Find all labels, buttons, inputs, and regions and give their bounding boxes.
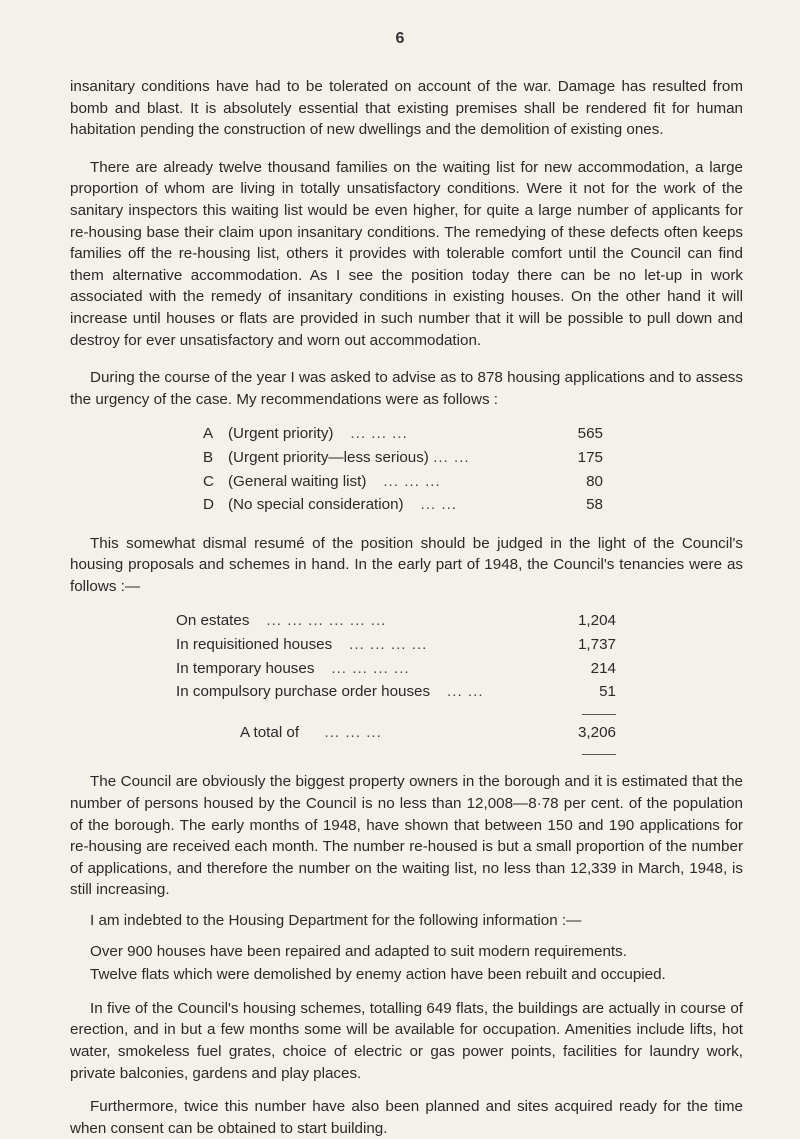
- tenancy-value: 214: [590, 659, 616, 677]
- tenancy-row: [176, 657, 616, 681]
- recommendation-label: (Urgent priority—less serious) ... ...: [228, 448, 470, 466]
- paragraph-7: Over 900 houses have been repaired and adapted to suit modern requirements.: [90, 942, 627, 960]
- paragraph-2: There are already twelve thousand families on the waiting list for new accommodation, a large proportion of whom are living in totally unsatisfactory conditions. Were it not for the work of the sanitary inspectors this waiting list would be even higher, for quite a large number of applicants for re-housing base their claim upon insanitary conditions. The remedying of these defects often keeps families off the re-housing list, others it provides with tolerable comfort until the Council can find them alternative accommodation. As I see the position today there can be no let-up in work associated with the remedy of insanitary conditions in existing houses. On the other hand it will increase until houses or flats are provided in such number that it will be possible to pull down and destroy for ever unsatisfactory and worn out accommodation.: [70, 158, 743, 349]
- tenancy-total-label: A total of ... ... ...: [240, 723, 382, 741]
- paragraph-4: This somewhat dismal resumé of the position should be judged in the light of the Council's housing proposals and schemes in hand. In the early part of 1948, the Council's tenancies were as follows :—: [70, 534, 743, 595]
- page-number: 6: [395, 30, 405, 47]
- tenancy-row: [176, 680, 616, 704]
- tenancy-label: In requisitioned houses ... ... ... ...: [176, 636, 428, 654]
- recommendation-row: [203, 446, 603, 470]
- tenancy-label: In compulsory purchase order houses ... ...: [176, 683, 484, 701]
- paragraph-8: Twelve flats which were demolished by enemy action have been rebuilt and occupied.: [90, 966, 666, 984]
- tenancies-table: [176, 609, 616, 755]
- recommendation-letter: B: [203, 448, 214, 466]
- recommendation-value: 565: [577, 425, 603, 443]
- recommendation-row: [203, 422, 603, 446]
- recommendation-label: (Urgent priority) ... ... ...: [228, 425, 408, 443]
- paragraph-6: I am indebted to the Housing Department for the following information :—: [90, 912, 582, 929]
- recommendation-letter: C: [203, 472, 214, 490]
- tenancy-label: In temporary houses ... ... ... ...: [176, 659, 410, 677]
- tenancy-total-row: [176, 721, 616, 745]
- page-content: [70, 76, 743, 1139]
- recommendation-label: (No special consideration) ... ...: [228, 496, 458, 514]
- paragraph-9: In five of the Council's housing schemes, totalling 649 flats, the buildings are actually in course of erection, and in but a few months some will be available for occupation. Amenities include lifts, hot water, smokeless fuel grates, choice of electric or gas power points, facilities for laundry work, private balconies, gardens and play places.: [70, 999, 743, 1082]
- recommendation-letter: D: [203, 496, 214, 514]
- tenancy-value: 51: [599, 683, 616, 701]
- recommendation-label: (General waiting list) ... ... ...: [228, 472, 441, 490]
- tenancy-value: 1,737: [577, 636, 616, 654]
- recommendation-letter: A: [203, 425, 214, 443]
- paragraph-10: Furthermore, twice this number have also been planned and sites acquired ready for the time when consent can be obtained to start building.: [70, 1098, 743, 1137]
- paragraph-5: The Council are obviously the biggest property owners in the borough and it is estimated that the number of persons housed by the Council is no less than 12,008—8·78 per cent. of the population of the borough. The early months of 1948, have shown that between 150 and 190 applications for re-housing are received each month. The number re-housed is but a small proportion of the number of applications, and therefore the number on the waiting list, no less than 12,339 in March, 1948, is still increasing.: [70, 773, 743, 899]
- recommendation-row: [203, 470, 603, 494]
- recommendation-value: 80: [586, 472, 603, 490]
- sum-rule: [582, 714, 616, 715]
- recommendation-value: 58: [586, 496, 603, 514]
- paragraph-3: During the course of the year I was asked to advise as to 878 housing applications and to assess the urgency of the case. My recommendations were as follows :: [70, 369, 743, 408]
- recommendation-row: [203, 493, 603, 517]
- tenancy-row: [176, 633, 616, 657]
- tenancy-label: On estates ... ... ... ... ... ...: [176, 612, 387, 630]
- paragraph-1: insanitary conditions have had to be tolerated on account of the war. Damage has resulted from bomb and blast. It is absolutely essential that existing premises shall be rendered fit for human habitation pending the construction of new dwellings and the demolition of existing ones.: [70, 78, 743, 139]
- tenancy-value: 1,204: [577, 612, 616, 630]
- recommendation-value: 175: [577, 448, 603, 466]
- recommendations-table: [203, 422, 603, 516]
- total-rule: [582, 754, 616, 755]
- tenancy-total-value: 3,206: [577, 723, 616, 741]
- tenancy-row: [176, 609, 616, 633]
